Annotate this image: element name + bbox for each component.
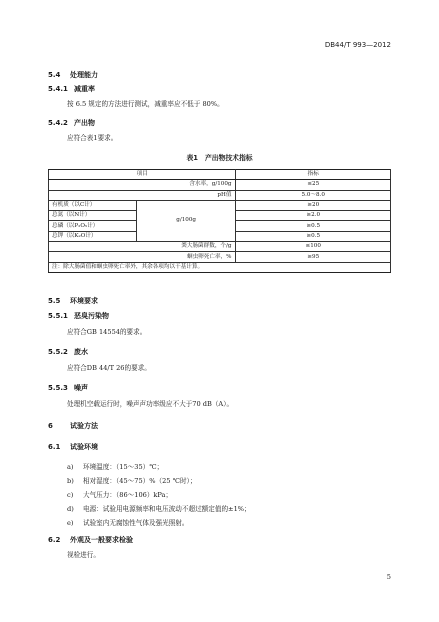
row-item: pH值 xyxy=(49,190,236,200)
section-title: 试验方法 xyxy=(70,422,98,430)
list-text: 大气压力：（86～106）kPa； xyxy=(83,491,173,499)
row-value: ≥95 xyxy=(236,252,391,262)
section-heading-5-4 xyxy=(48,70,98,80)
table-header-row xyxy=(49,170,391,180)
list-item xyxy=(67,517,189,527)
section-heading-6 xyxy=(48,421,98,431)
table-caption xyxy=(0,152,439,162)
table-row xyxy=(49,242,391,252)
section-title: 噪声 xyxy=(74,384,88,392)
row-value: ≥0.5 xyxy=(236,221,391,231)
list-marker: e) xyxy=(67,519,74,527)
group-unit: g/100g xyxy=(136,200,236,241)
row-value: ≥2.0 xyxy=(236,211,391,221)
table-row xyxy=(49,200,391,210)
list-text: 试验室内无腐蚀性气体及强光照射。 xyxy=(83,519,189,527)
list-item xyxy=(67,475,196,485)
row-item: 总磷（以P₂O₅计） xyxy=(49,221,137,231)
section-title: 处理能力 xyxy=(70,71,98,79)
table-number: 表1 xyxy=(186,154,198,162)
paragraph-5-5-3: 处理机空载运行时，噪声声功率级应不大于70 dB（A）。 xyxy=(67,400,234,408)
table-row xyxy=(49,252,391,262)
section-number: 5.5.1 xyxy=(48,312,68,320)
section-title: 外观及一般要求检验 xyxy=(70,536,133,544)
page-number: 5 xyxy=(386,573,391,581)
section-number: 6 xyxy=(48,422,53,430)
list-text: 环境温度：（15～35）℃； xyxy=(83,463,164,471)
header-value: 指标 xyxy=(236,170,391,180)
row-value: ≥20 xyxy=(236,200,391,210)
standard-code: DB44/T 993—2012 xyxy=(324,41,391,49)
section-heading-5-4-2 xyxy=(48,118,95,128)
section-title: 减重率 xyxy=(74,85,95,93)
list-marker: a) xyxy=(67,463,74,471)
section-title: 废水 xyxy=(74,348,88,356)
section-title: 恶臭污染物 xyxy=(74,312,109,320)
table-row xyxy=(49,190,391,200)
section-number: 5.4.2 xyxy=(48,119,68,127)
list-marker: b) xyxy=(67,477,74,485)
list-text: 相对湿度：（45～75）%（25 ℃时）； xyxy=(83,477,197,485)
paragraph-6-2: 视检进行。 xyxy=(67,551,100,559)
row-item: 总氮（以N计） xyxy=(49,211,137,221)
section-heading-5-5-3 xyxy=(48,383,88,393)
section-number: 6.2 xyxy=(48,536,61,544)
section-number: 5.4.1 xyxy=(48,85,68,93)
table-title: 产出物技术指标 xyxy=(204,154,253,162)
list-item xyxy=(67,489,172,499)
table-row xyxy=(49,180,391,190)
section-number: 5.5.2 xyxy=(48,348,68,356)
paragraph-5-5-2: 应符合DB 44/T 26的要求。 xyxy=(67,364,151,372)
section-number: 5.4 xyxy=(48,71,61,79)
table-note-row xyxy=(49,262,391,272)
row-value: ≤25 xyxy=(236,180,391,190)
section-number: 5.5.3 xyxy=(48,384,68,392)
section-heading-5-4-1 xyxy=(48,84,95,94)
header-item: 项目 xyxy=(49,170,236,180)
section-heading-5-5 xyxy=(48,296,98,306)
section-title: 试验环境 xyxy=(70,443,98,451)
row-item: 含水率，g/100g xyxy=(49,180,236,190)
product-spec-table xyxy=(48,169,391,273)
section-title: 环境要求 xyxy=(70,297,98,305)
paragraph-5-4-2: 应符合表1要求。 xyxy=(67,134,118,142)
list-marker: d) xyxy=(67,505,74,513)
row-item: 蛔虫卵死亡率，% xyxy=(49,252,236,262)
row-value: ≤100 xyxy=(236,242,391,252)
row-value: 5.0～8.0 xyxy=(236,190,391,200)
section-heading-5-5-1 xyxy=(48,311,109,321)
row-item: 有机质（以C计） xyxy=(49,200,137,210)
list-item xyxy=(67,503,251,513)
paragraph-5-5-1: 应符合GB 14554的要求。 xyxy=(67,328,147,336)
section-heading-6-2 xyxy=(48,535,133,545)
section-number: 6.1 xyxy=(48,443,61,451)
section-heading-6-1 xyxy=(48,442,98,452)
row-value: ≥0.5 xyxy=(236,231,391,241)
paragraph-5-4-1: 按 6.5 规定的方法进行测试，减重率应不低于 80%。 xyxy=(67,100,224,108)
row-item: 粪大肠菌群数，个/g xyxy=(49,242,236,252)
list-text: 电源：试验用电源频率和电压波动不超过额定值的±1%； xyxy=(83,505,251,513)
list-marker: c) xyxy=(67,491,74,499)
list-item xyxy=(67,461,163,471)
row-item: 总钾（以K₂O计） xyxy=(49,231,137,241)
section-title: 产出物 xyxy=(74,119,95,127)
section-heading-5-5-2 xyxy=(48,347,88,357)
section-number: 5.5 xyxy=(48,297,61,305)
table-note: 注：除大肠菌值和蛔虫卵死亡率外，其余各项均以干基计算。 xyxy=(49,262,391,272)
